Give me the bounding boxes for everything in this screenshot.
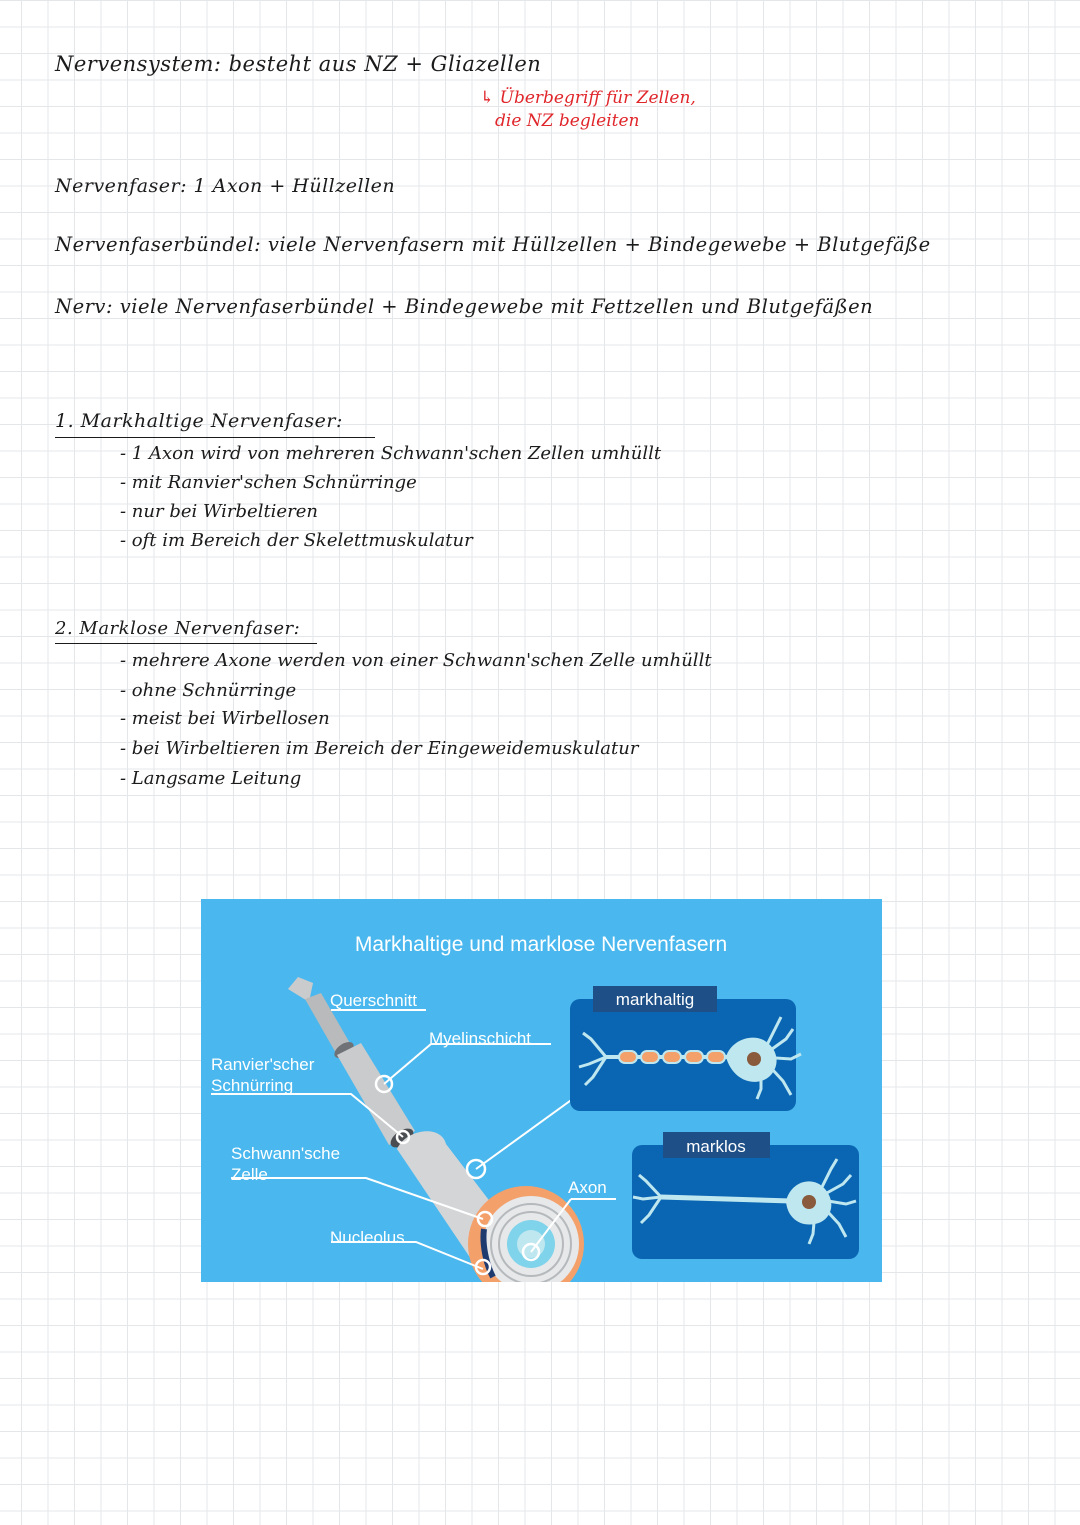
label-marklos: marklos bbox=[686, 1137, 746, 1156]
note-nerv: Nerv: viele Nervenfaserbündel + Bindegewebe mit Fettzellen und Blutgefäßen bbox=[55, 295, 874, 318]
figure-title: Markhaltige und marklose Nervenfasern bbox=[354, 933, 728, 956]
label-myelinschicht: Myelinschicht bbox=[429, 1029, 532, 1048]
section2-underline bbox=[55, 643, 317, 644]
label-nucleolus: Nucleolus bbox=[330, 1228, 405, 1247]
label-axon: Axon bbox=[568, 1178, 607, 1197]
note-nervensystem: Nervensystem: besteht aus NZ + Gliazellen bbox=[55, 52, 542, 76]
panel-markhaltig bbox=[570, 986, 801, 1111]
section2-bullet-4: - bei Wirbeltieren im Bereich der Eingeweidemuskulatur bbox=[120, 738, 639, 759]
label-markhaltig: markhaltig bbox=[615, 990, 695, 1009]
note-nervenfaserbuendel: Nervenfaserbündel: viele Nervenfasern mit Hüllzellen + Bindegewebe + Blutgefäße bbox=[55, 233, 931, 256]
note-annotation-line2: die NZ begleiten bbox=[495, 111, 640, 131]
section2-bullet-3: - meist bei Wirbellosen bbox=[120, 708, 330, 729]
section1-bullet-1: - 1 Axon wird von mehreren Schwann'schen Zellen umhüllt bbox=[120, 443, 662, 464]
label-ranvier-line2: Schnürring bbox=[211, 1076, 294, 1095]
note-nervenfaser: Nervenfaser: 1 Axon + Hüllzellen bbox=[55, 175, 396, 197]
label-querschnitt: Querschnitt bbox=[330, 991, 417, 1010]
section2-bullet-2: - ohne Schnürringe bbox=[120, 680, 297, 701]
section2-bullet-5: - Langsame Leitung bbox=[120, 768, 302, 789]
marklos-nucleus bbox=[802, 1195, 816, 1209]
markhaltig-nucleus bbox=[747, 1052, 761, 1066]
label-schwann-line2: Zelle bbox=[231, 1165, 268, 1184]
panel-marklos bbox=[632, 1132, 859, 1259]
label-schwann-line1: Schwann'sche bbox=[231, 1144, 341, 1163]
section2-bullet-1: - mehrere Axone werden von einer Schwann'schen Zelle umhüllt bbox=[120, 650, 712, 671]
section1-bullet-3: - nur bei Wirbeltieren bbox=[120, 501, 318, 522]
note-annotation-line1: ↳ Überbegriff für Zellen, bbox=[480, 88, 696, 108]
nerve-fiber-figure bbox=[201, 899, 882, 1282]
figure-illustration bbox=[201, 899, 882, 1282]
section2-heading: 2. Marklose Nervenfaser: bbox=[55, 618, 301, 639]
section1-heading: 1. Markhaltige Nervenfaser: bbox=[55, 410, 343, 432]
section1-bullet-4: - oft im Bereich der Skelettmuskulatur bbox=[120, 530, 473, 551]
label-ranvier-line1: Ranvier'scher bbox=[211, 1055, 315, 1074]
section1-bullet-2: - mit Ranvier'schen Schnürringe bbox=[120, 472, 417, 493]
section1-underline bbox=[55, 437, 375, 438]
